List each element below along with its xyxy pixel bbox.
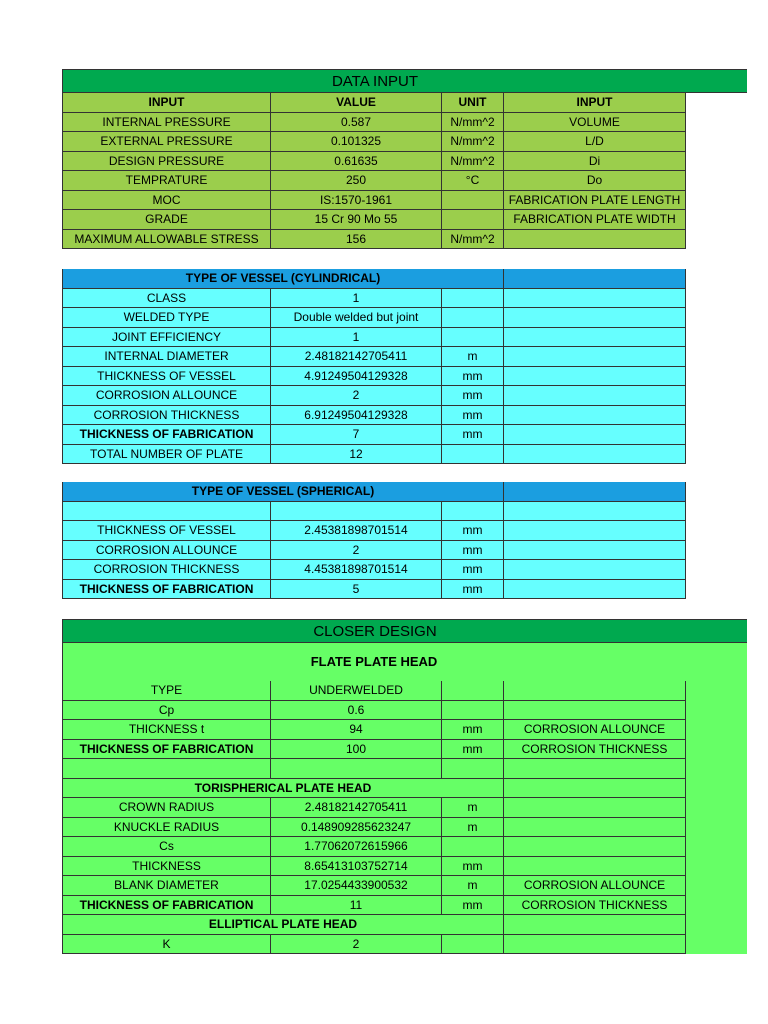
table-cell: TOTAL NUMBER OF PLATE xyxy=(62,445,271,465)
table-cell: mm xyxy=(442,896,504,916)
table-row xyxy=(62,230,686,250)
table-row xyxy=(62,541,686,561)
table-cell: 0.61635 xyxy=(271,152,442,172)
table-row xyxy=(62,347,686,367)
table-cell: mm xyxy=(442,720,504,740)
table-cell: CORROSION ALLOUNCE xyxy=(504,876,686,896)
table-cell xyxy=(504,935,686,955)
table-cell: 6.91249504129328 xyxy=(271,406,442,426)
table-cell: TYPE xyxy=(62,681,271,701)
torispherical-title-bar-label: TORISPHERICAL PLATE HEAD xyxy=(62,779,504,799)
table-cell xyxy=(62,759,271,779)
table-cell: THICKNESS OF VESSEL xyxy=(62,367,271,387)
table-cell: CROWN RADIUS xyxy=(62,798,271,818)
table-cell: VALUE xyxy=(271,93,442,113)
table-cell: 12 xyxy=(271,445,442,465)
table-row xyxy=(62,328,686,348)
cylindrical-title-bar-label: TYPE OF VESSEL (CYLINDRICAL) xyxy=(62,269,504,289)
table-cell: CORROSION ALLOUNCE xyxy=(62,386,271,406)
table-cell: Cp xyxy=(62,701,271,721)
table-cell xyxy=(504,308,686,328)
table-cell xyxy=(504,445,686,465)
table-cell: MOC xyxy=(62,191,271,211)
table-row xyxy=(62,580,686,600)
table-cell xyxy=(504,779,686,799)
table-cell: BLANK DIAMETER xyxy=(62,876,271,896)
table-cell: N/mm^2 xyxy=(442,152,504,172)
table-cell: MAXIMUM ALLOWABLE STRESS xyxy=(62,230,271,250)
table-cell: UNIT xyxy=(442,93,504,113)
table-cell: Cs xyxy=(62,837,271,857)
table-cell: 1 xyxy=(271,289,442,309)
table-cell: TEMPRATURE xyxy=(62,171,271,191)
table-cell xyxy=(504,681,686,701)
table-row xyxy=(62,876,686,896)
table-cell: THICKNESS OF VESSEL xyxy=(62,521,271,541)
table-cell: °C xyxy=(442,171,504,191)
data-input-title-bar xyxy=(62,69,747,93)
table-cell xyxy=(504,521,686,541)
table-cell xyxy=(504,482,686,502)
table-cell: 2.48182142705411 xyxy=(271,347,442,367)
table-row xyxy=(62,502,686,522)
table-cell xyxy=(442,935,504,955)
table-cell: Di xyxy=(504,152,686,172)
table-row xyxy=(62,818,686,838)
cylindrical-title-bar xyxy=(62,269,686,289)
table-row xyxy=(62,406,686,426)
spherical-title-bar xyxy=(62,482,686,502)
table-cell: DESIGN PRESSURE xyxy=(62,152,271,172)
table-cell: THICKNESS OF FABRICATION xyxy=(62,580,271,600)
table-cell xyxy=(442,681,504,701)
table-cell: 0.587 xyxy=(271,113,442,133)
table-cell: mm xyxy=(442,560,504,580)
table-row xyxy=(62,720,686,740)
table-row xyxy=(62,740,686,760)
table-cell: Do xyxy=(504,171,686,191)
table-cell: JOINT EFFICIENCY xyxy=(62,328,271,348)
header-row xyxy=(62,93,686,113)
table-cell: FABRICATION PLATE WIDTH xyxy=(504,210,686,230)
table-row xyxy=(62,935,686,955)
table-cell: CORROSION THICKNESS xyxy=(62,560,271,580)
table-cell: 7 xyxy=(271,425,442,445)
table-cell: THICKNESS xyxy=(62,857,271,877)
table-row xyxy=(62,681,686,701)
table-row xyxy=(62,132,686,152)
table-cell: m xyxy=(442,798,504,818)
table-row xyxy=(62,289,686,309)
table-cell xyxy=(442,837,504,857)
elliptical-title-bar-label: ELLIPTICAL PLATE HEAD xyxy=(62,915,504,935)
table-cell xyxy=(504,269,686,289)
table-cell: m xyxy=(442,347,504,367)
table-row xyxy=(62,171,686,191)
table-cell: 94 xyxy=(271,720,442,740)
table-row xyxy=(62,308,686,328)
table-cell: FABRICATION PLATE LENGTH xyxy=(504,191,686,211)
torispherical-title-bar xyxy=(62,779,686,799)
spherical-title-bar-label: TYPE OF VESSEL (SPHERICAL) xyxy=(62,482,504,502)
table-cell: 5 xyxy=(271,580,442,600)
table-cell xyxy=(504,541,686,561)
table-cell: IS:1570-1961 xyxy=(271,191,442,211)
table-cell xyxy=(504,915,686,935)
table-row xyxy=(62,445,686,465)
data-input-title: DATA INPUT xyxy=(331,72,419,90)
table-cell xyxy=(442,289,504,309)
table-cell xyxy=(504,502,686,522)
table-cell: 100 xyxy=(271,740,442,760)
table-cell: VOLUME xyxy=(504,113,686,133)
table-cell: 11 xyxy=(271,896,442,916)
table-cell: 2 xyxy=(271,541,442,561)
table-row xyxy=(62,798,686,818)
table-cell: 1.77062072615966 xyxy=(271,837,442,857)
table-cell: 4.91249504129328 xyxy=(271,367,442,387)
table-row xyxy=(62,210,686,230)
table-cell xyxy=(442,502,504,522)
table-cell: 2.45381898701514 xyxy=(271,521,442,541)
table-cell: mm xyxy=(442,740,504,760)
table-cell xyxy=(504,328,686,348)
table-cell: INPUT xyxy=(504,93,686,113)
table-row xyxy=(62,837,686,857)
table-cell: CORROSION ALLOUNCE xyxy=(62,541,271,561)
table-cell: 0.101325 xyxy=(271,132,442,152)
table-cell: 250 xyxy=(271,171,442,191)
table-cell: m xyxy=(442,818,504,838)
table-cell xyxy=(504,818,686,838)
table-cell xyxy=(504,367,686,387)
elliptical-title-bar xyxy=(62,915,686,935)
table-row xyxy=(62,367,686,387)
table-cell: CORROSION ALLOUNCE xyxy=(504,720,686,740)
table-row xyxy=(62,896,686,916)
table-cell: mm xyxy=(442,406,504,426)
table-cell xyxy=(271,759,442,779)
table-cell: 156 xyxy=(271,230,442,250)
table-cell xyxy=(62,502,271,522)
flat-head-title: FLATE PLATE HEAD xyxy=(310,653,438,669)
table-cell xyxy=(504,798,686,818)
table-cell xyxy=(504,230,686,250)
table-cell: 8.65413103752714 xyxy=(271,857,442,877)
table-cell xyxy=(504,386,686,406)
table-cell xyxy=(271,502,442,522)
table-cell: THICKNESS OF FABRICATION xyxy=(62,896,271,916)
table-cell xyxy=(442,308,504,328)
table-cell: EXTERNAL PRESSURE xyxy=(62,132,271,152)
table-cell: INTERNAL DIAMETER xyxy=(62,347,271,367)
table-cell: mm xyxy=(442,541,504,561)
table-cell xyxy=(504,560,686,580)
table-row xyxy=(62,386,686,406)
table-cell: THICKNESS OF FABRICATION xyxy=(62,740,271,760)
table-cell xyxy=(442,328,504,348)
table-cell: INPUT xyxy=(62,93,271,113)
table-cell: CLASS xyxy=(62,289,271,309)
table-cell: 2 xyxy=(271,935,442,955)
table-cell xyxy=(504,425,686,445)
table-cell: L/D xyxy=(504,132,686,152)
table-cell: 2 xyxy=(271,386,442,406)
closer-design-title: CLOSER DESIGN xyxy=(313,622,437,640)
table-row xyxy=(62,857,686,877)
closer-design-title-bar xyxy=(62,619,747,643)
table-cell xyxy=(504,580,686,600)
table-cell xyxy=(442,191,504,211)
table-cell: CORROSION THICKNESS xyxy=(504,740,686,760)
table-cell: 15 Cr 90 Mo 55 xyxy=(271,210,442,230)
table-cell: N/mm^2 xyxy=(442,113,504,133)
table-cell: CORROSION THICKNESS xyxy=(62,406,271,426)
table-cell: 2.48182142705411 xyxy=(271,798,442,818)
table-cell xyxy=(442,701,504,721)
table-cell: THICKNESS OF FABRICATION xyxy=(62,425,271,445)
table-cell: CORROSION THICKNESS xyxy=(504,896,686,916)
table-cell: GRADE xyxy=(62,210,271,230)
table-cell: 4.45381898701514 xyxy=(271,560,442,580)
table-cell xyxy=(442,759,504,779)
table-cell xyxy=(504,759,686,779)
table-cell xyxy=(504,701,686,721)
table-cell: mm xyxy=(442,386,504,406)
table-cell xyxy=(504,406,686,426)
table-cell: N/mm^2 xyxy=(442,230,504,250)
table-cell: mm xyxy=(442,857,504,877)
table-cell: 17.0254433900532 xyxy=(271,876,442,896)
table-cell xyxy=(442,210,504,230)
table-row xyxy=(62,425,686,445)
table-row xyxy=(62,759,686,779)
table-cell xyxy=(442,445,504,465)
table-cell: N/mm^2 xyxy=(442,132,504,152)
table-row xyxy=(62,113,686,133)
table-row xyxy=(62,560,686,580)
table-cell: INTERNAL PRESSURE xyxy=(62,113,271,133)
table-row xyxy=(62,152,686,172)
table-cell xyxy=(504,837,686,857)
table-cell: KNUCKLE RADIUS xyxy=(62,818,271,838)
table-row xyxy=(62,701,686,721)
table-cell: 0.148909285623247 xyxy=(271,818,442,838)
table-cell: mm xyxy=(442,367,504,387)
table-cell: UNDERWELDED xyxy=(271,681,442,701)
table-cell: WELDED TYPE xyxy=(62,308,271,328)
table-cell: mm xyxy=(442,425,504,445)
table-cell: Double welded but joint xyxy=(271,308,442,328)
table-cell: mm xyxy=(442,580,504,600)
table-cell: THICKNESS t xyxy=(62,720,271,740)
table-cell: m xyxy=(442,876,504,896)
table-row xyxy=(62,191,686,211)
table-cell: 1 xyxy=(271,328,442,348)
table-cell xyxy=(504,857,686,877)
table-cell: K xyxy=(62,935,271,955)
table-cell xyxy=(504,289,686,309)
table-cell: 0.6 xyxy=(271,701,442,721)
table-row xyxy=(62,521,686,541)
table-cell xyxy=(504,347,686,367)
table-cell: mm xyxy=(442,521,504,541)
